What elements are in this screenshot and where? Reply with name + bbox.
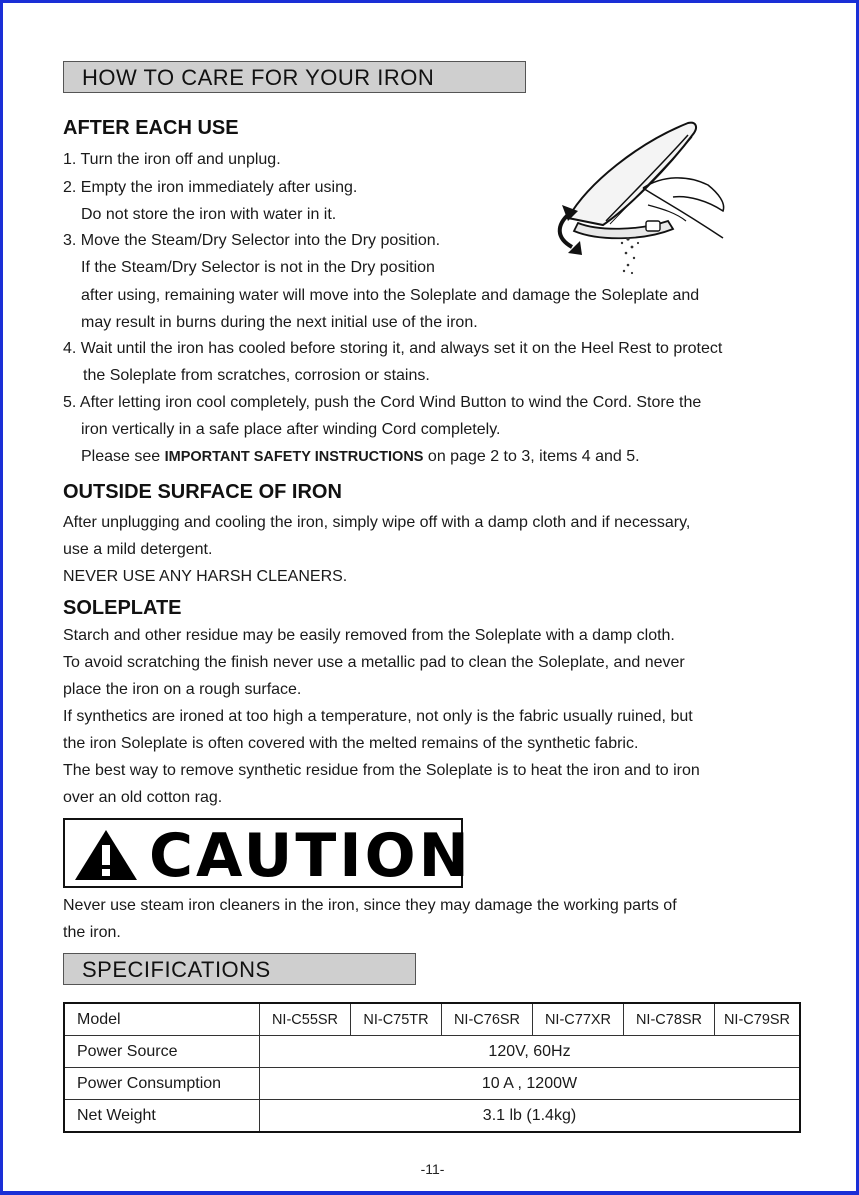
see-suffix: on page 2 to 3, items 4 and 5.	[423, 448, 640, 465]
soleplate-heading: SOLEPLATE	[63, 597, 182, 619]
row-value: 3.1 lb (1.4kg)	[260, 1100, 801, 1133]
care-title-box	[63, 61, 526, 93]
safety-reference	[81, 447, 640, 467]
caution-line: Never use steam iron cleaners in the iron, since they may damage the working parts of	[63, 897, 677, 914]
step-line: the Soleplate from scratches, corrosion or stains.	[83, 367, 430, 384]
table-row	[64, 1100, 800, 1133]
body-line: If synthetics are ironed at too high a temperature, not only is the fabric usually ruined, but	[63, 708, 693, 725]
step-line: If the Steam/Dry Selector is not in the Dry position	[81, 259, 435, 276]
table-row	[64, 1036, 800, 1068]
model-label: Model	[64, 1003, 260, 1036]
step-line: after using, remaining water will move into the Soleplate and damage the Soleplate and	[81, 287, 700, 304]
step-line: may result in burns during the next initial use of the iron.	[81, 314, 478, 331]
body-line: over an old cotton rag.	[63, 789, 223, 806]
model-cell: NI-C79SR	[715, 1003, 801, 1036]
model-cell: NI-C55SR	[260, 1003, 351, 1036]
step-line: 3. Move the Steam/Dry Selector into the Dry position.	[63, 232, 441, 249]
step-line: 4. Wait until the iron has cooled before storing it, and always set it on the Heel Rest to protect	[63, 340, 723, 357]
model-cell: NI-C77XR	[533, 1003, 624, 1036]
body-line: place the iron on a rough surface.	[63, 681, 302, 698]
caution-box	[63, 818, 472, 891]
body-line: use a mild detergent.	[63, 541, 213, 558]
safety-link-text: IMPORTANT SAFETY INSTRUCTIONS	[164, 449, 424, 465]
body-line: the iron Soleplate is often covered with the melted remains of the synthetic fabric.	[63, 735, 639, 752]
table-row	[64, 1068, 800, 1100]
row-label: Power Source	[64, 1036, 260, 1068]
spec-title: SPECIFICATIONS	[82, 957, 271, 982]
spec-title-box	[63, 953, 416, 985]
step-line: iron vertically in a safe place after winding Cord completely.	[81, 421, 501, 438]
warning-triangle-icon	[73, 828, 139, 882]
caution-line: the iron.	[63, 924, 121, 941]
body-line: Starch and other residue may be easily removed from the Soleplate with a damp cloth.	[63, 627, 675, 644]
row-label: Power Consumption	[64, 1068, 260, 1100]
table-row	[64, 1003, 800, 1036]
body-line: NEVER USE ANY HARSH CLEANERS.	[63, 568, 348, 585]
see-prefix: Please see	[81, 448, 165, 465]
step-line: 1. Turn the iron off and unplug.	[63, 151, 281, 168]
row-label: Net Weight	[64, 1100, 260, 1133]
step-line: Do not store the iron with water in it.	[81, 206, 337, 223]
body-line: The best way to remove synthetic residue from the Soleplate is to heat the iron and to iron	[63, 762, 700, 779]
outside-surface-heading: OUTSIDE SURFACE OF IRON	[63, 481, 342, 503]
row-value: 10 A , 1200W	[260, 1068, 801, 1100]
body-line: To avoid scratching the finish never use a metallic pad to clean the Soleplate, and never	[63, 654, 685, 671]
care-title: HOW TO CARE FOR YOUR IRON	[82, 65, 435, 90]
step-line: 2. Empty the iron immediately after using.	[63, 179, 358, 196]
after-each-use-heading: AFTER EACH USE	[63, 117, 239, 139]
model-cell: NI-C75TR	[351, 1003, 442, 1036]
page-number: -11-	[420, 1161, 445, 1177]
step-line: 5. After letting iron cool completely, push the Cord Wind Button to wind the Cord. Store the	[63, 394, 702, 411]
model-cell: NI-C78SR	[624, 1003, 715, 1036]
body-line: After unplugging and cooling the iron, simply wipe off with a damp cloth and if necessary,	[63, 514, 691, 531]
row-value: 120V, 60Hz	[260, 1036, 801, 1068]
iron-emptying-illustration	[548, 113, 728, 283]
caution-word: CAUTION	[149, 821, 472, 891]
model-cell: NI-C76SR	[442, 1003, 533, 1036]
spec-table	[63, 1002, 801, 1133]
